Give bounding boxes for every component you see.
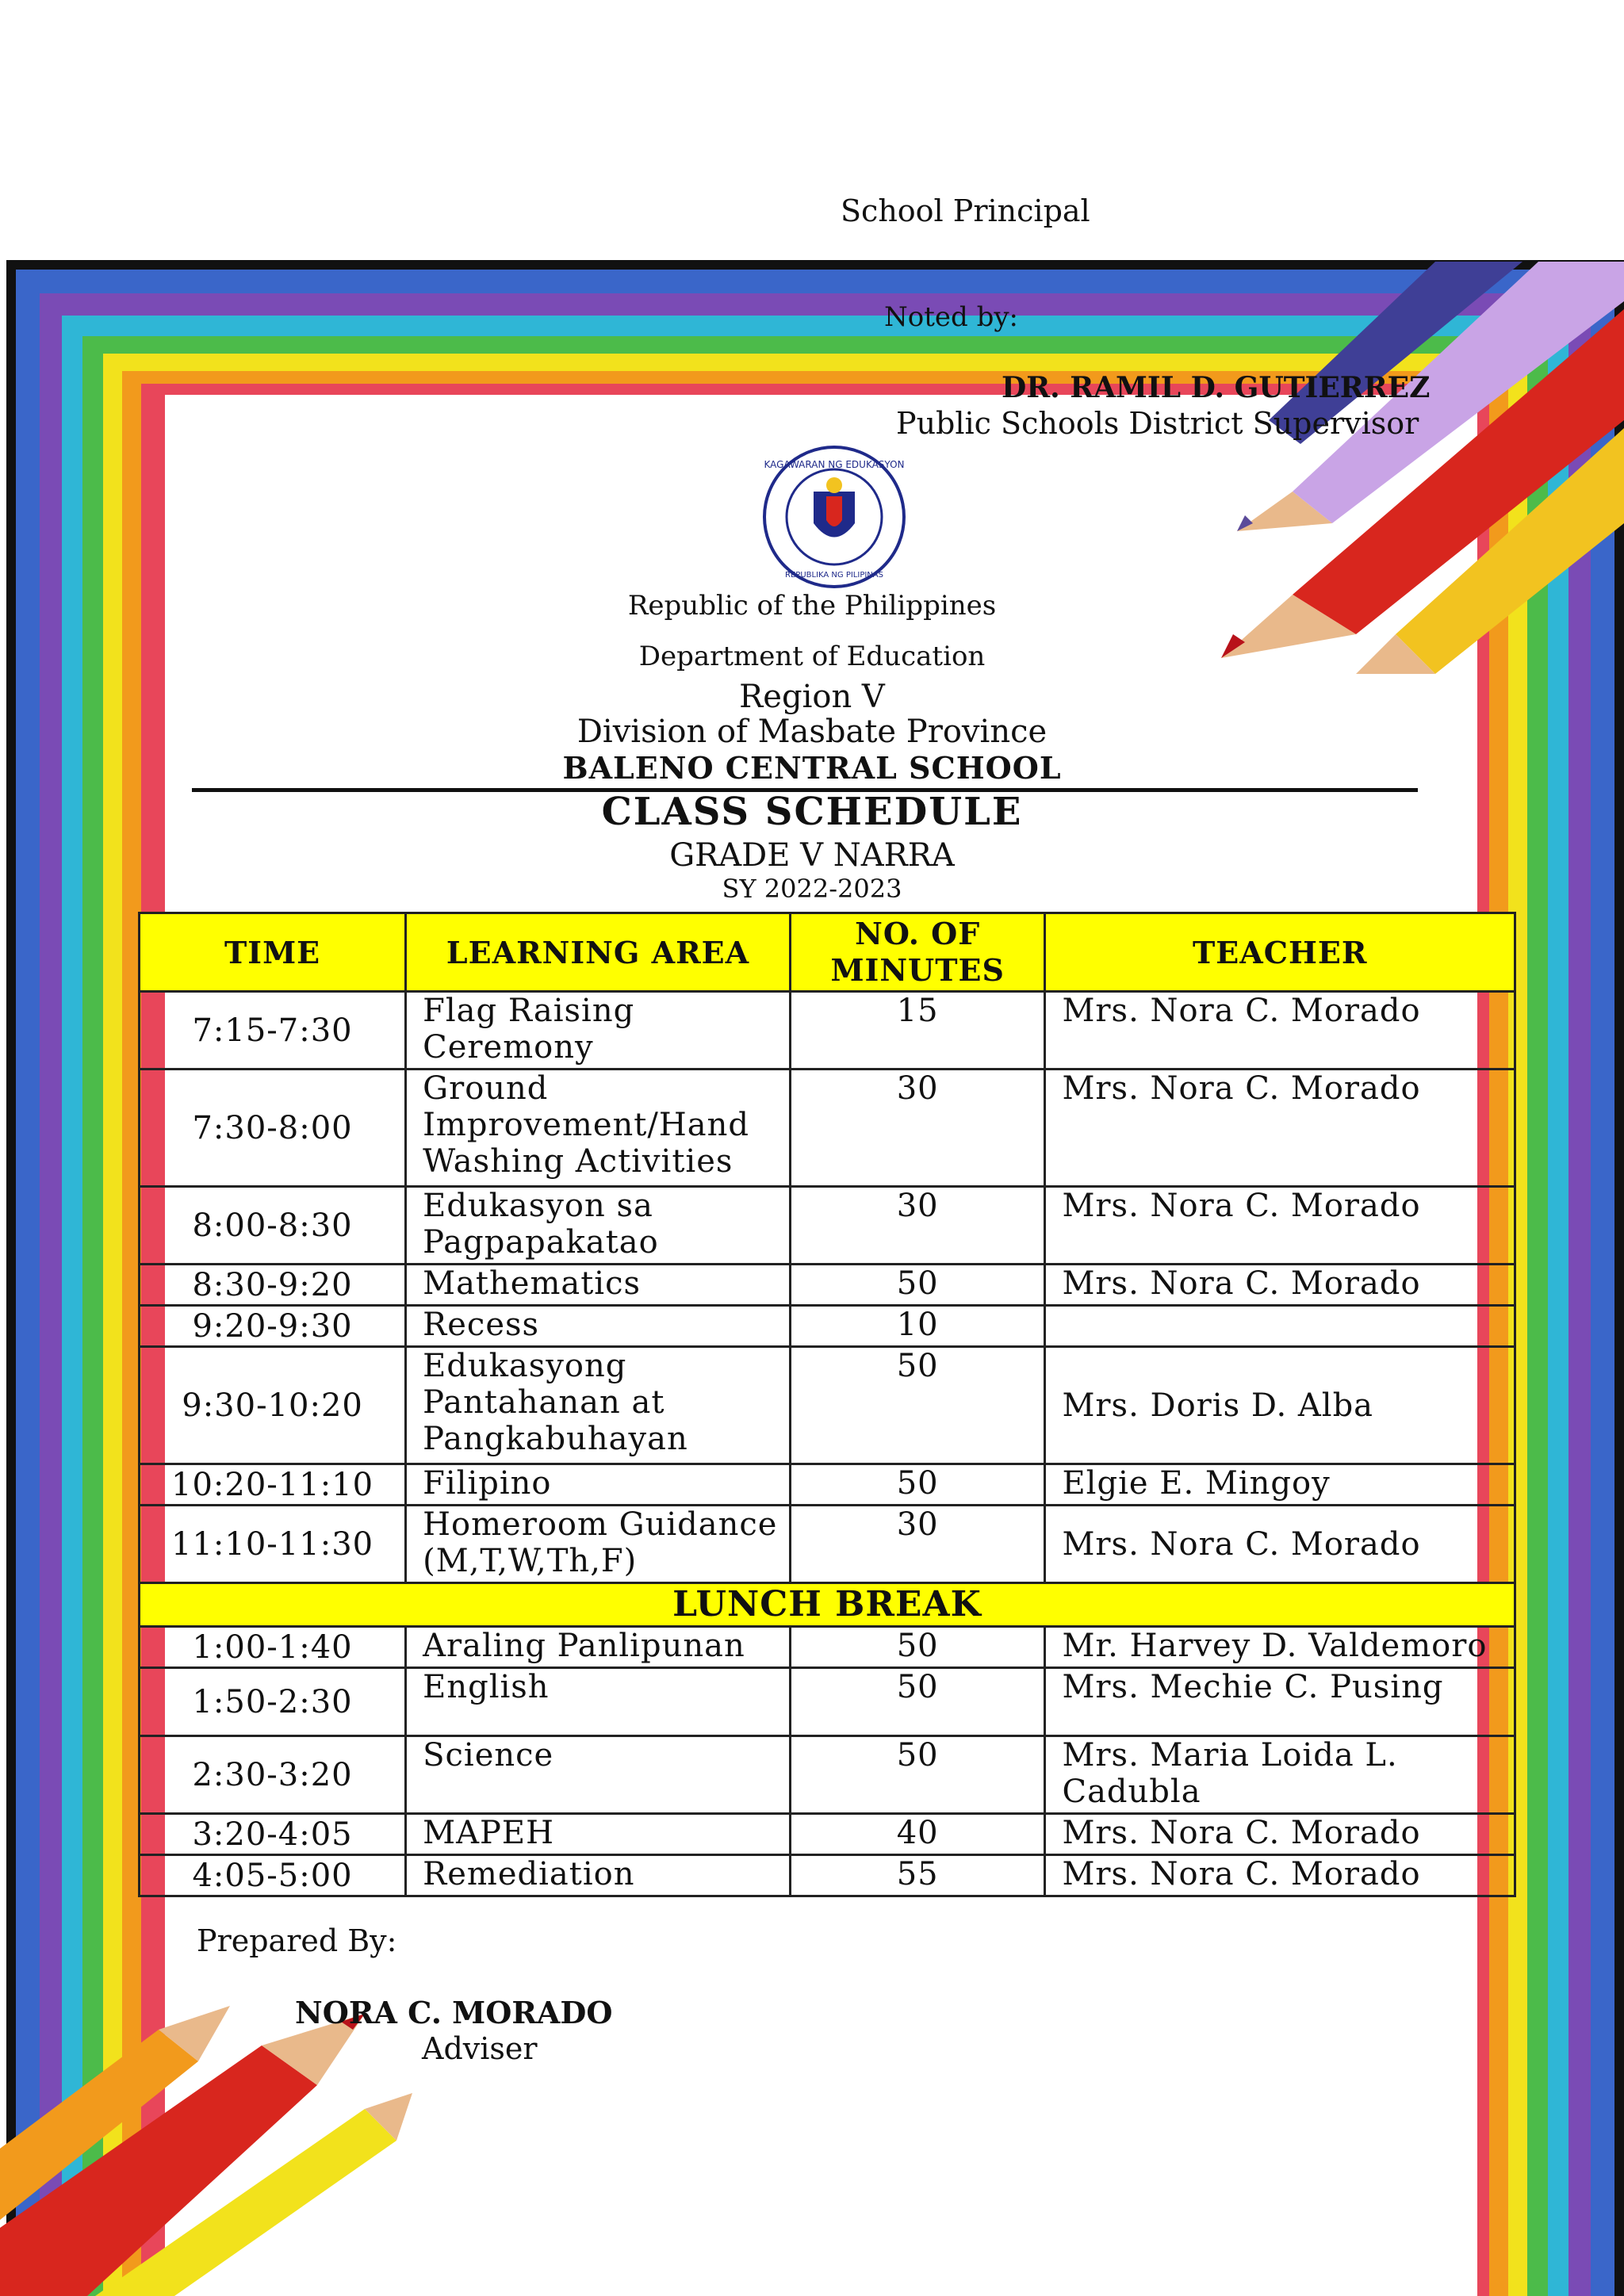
cell-learning-area bbox=[406, 1814, 791, 1855]
cell-teacher bbox=[1045, 1265, 1515, 1306]
learning-area-line: MAPEH bbox=[423, 1815, 554, 1851]
cell-minutes: 50 bbox=[790, 1736, 1045, 1814]
table-row bbox=[140, 1464, 1515, 1506]
letterhead-region: Region V bbox=[739, 679, 885, 715]
cell-minutes: 30 bbox=[790, 1506, 1045, 1583]
pencils-top-right-illustration bbox=[1094, 262, 1624, 674]
cell-time: 4:05-5:00 bbox=[140, 1855, 406, 1896]
preparer-name: NORA C. MORADO bbox=[295, 1995, 613, 2030]
cell-teacher bbox=[1045, 1347, 1515, 1464]
noted-by-label: Noted by: bbox=[884, 301, 1019, 333]
learning-area-line: Recess bbox=[423, 1307, 540, 1343]
cell-learning-area bbox=[406, 1265, 791, 1306]
table-row bbox=[140, 1265, 1515, 1306]
table-row bbox=[140, 1347, 1515, 1464]
school-year: SY 2022-2023 bbox=[722, 874, 902, 904]
teacher-line: Mrs. Nora C. Morado bbox=[1062, 1815, 1421, 1851]
learning-area-line: Ceremony bbox=[423, 1029, 594, 1066]
table-row bbox=[140, 1306, 1515, 1347]
cell-learning-area bbox=[406, 1464, 791, 1506]
teacher-line: Mrs. Maria Loida L. bbox=[1062, 1737, 1398, 1774]
cell-teacher bbox=[1045, 992, 1515, 1070]
cell-learning-area bbox=[406, 1306, 791, 1347]
cell-learning-area bbox=[406, 1668, 791, 1736]
cell-learning-area bbox=[406, 992, 791, 1070]
teacher-line: Mrs. Nora C. Morado bbox=[1062, 1856, 1421, 1892]
cell-time: 2:30-3:20 bbox=[140, 1736, 406, 1814]
letterhead-republic: Republic of the Philippines bbox=[627, 590, 997, 622]
cell-minutes: 30 bbox=[790, 1187, 1045, 1265]
learning-area-line: Flag Raising bbox=[423, 993, 635, 1029]
teacher-line: Mrs. Nora C. Morado bbox=[1062, 1070, 1421, 1107]
table-row bbox=[140, 1627, 1515, 1668]
cell-minutes: 50 bbox=[790, 1668, 1045, 1736]
cell-minutes: 50 bbox=[790, 1627, 1045, 1668]
cell-minutes: 50 bbox=[790, 1464, 1045, 1506]
teacher-line: Mrs. Nora C. Morado bbox=[1062, 1188, 1421, 1224]
cell-teacher bbox=[1045, 1668, 1515, 1736]
cell-teacher bbox=[1045, 1627, 1515, 1668]
learning-area-line: Edukasyong bbox=[423, 1348, 627, 1384]
table-row bbox=[140, 1506, 1515, 1583]
learning-area-line: Homeroom Guidance bbox=[423, 1506, 778, 1543]
learning-area-line: Improvement/Hand bbox=[423, 1107, 749, 1143]
cell-time: 11:10-11:30 bbox=[140, 1506, 406, 1583]
learning-area-line: Ground bbox=[423, 1070, 549, 1107]
cell-teacher bbox=[1045, 1306, 1515, 1347]
schedule-title: CLASS SCHEDULE bbox=[601, 790, 1023, 834]
cell-time: 9:30-10:20 bbox=[140, 1347, 406, 1464]
cell-learning-area bbox=[406, 1855, 791, 1896]
table-row bbox=[140, 1187, 1515, 1265]
cell-time: 7:30-8:00 bbox=[140, 1070, 406, 1187]
preparer-role: Adviser bbox=[422, 2031, 538, 2066]
table-row bbox=[140, 1070, 1515, 1187]
cell-teacher bbox=[1045, 1736, 1515, 1814]
cell-time: 7:15-7:30 bbox=[140, 992, 406, 1070]
principal-role: School Principal bbox=[841, 193, 1090, 228]
table-row bbox=[140, 992, 1515, 1070]
cell-teacher bbox=[1045, 1506, 1515, 1583]
cell-time: 9:20-9:30 bbox=[140, 1306, 406, 1347]
header-time: TIME bbox=[140, 913, 406, 992]
cell-time: 10:20-11:10 bbox=[140, 1464, 406, 1506]
learning-area-line: Mathematics bbox=[423, 1265, 642, 1302]
prepared-by-label: Prepared By: bbox=[197, 1923, 397, 1958]
learning-area-line: Washing Activities bbox=[423, 1143, 733, 1180]
header-learning-area: LEARNING AREA bbox=[406, 913, 791, 992]
cell-minutes: 40 bbox=[790, 1814, 1045, 1855]
cell-learning-area bbox=[406, 1187, 791, 1265]
svg-text:KAGAWARAN NG EDUKASYON: KAGAWARAN NG EDUKASYON bbox=[764, 459, 905, 470]
cell-minutes: 50 bbox=[790, 1347, 1045, 1464]
letterhead-department: Department of Education bbox=[638, 641, 986, 672]
cell-teacher bbox=[1045, 1464, 1515, 1506]
cell-learning-area bbox=[406, 1070, 791, 1187]
table-header-row bbox=[140, 913, 1515, 992]
cell-time: 8:30-9:20 bbox=[140, 1265, 406, 1306]
cell-minutes: 10 bbox=[790, 1306, 1045, 1347]
pencils-bottom-left-illustration bbox=[0, 1998, 412, 2296]
learning-area-line: Science bbox=[423, 1737, 554, 1774]
lunch-break-label: LUNCH BREAK bbox=[140, 1583, 1515, 1627]
teacher-line: Cadubla bbox=[1062, 1774, 1201, 1810]
learning-area-line: Pangkabuhayan bbox=[423, 1421, 688, 1457]
cell-teacher bbox=[1045, 1855, 1515, 1896]
table-row bbox=[140, 1855, 1515, 1896]
teacher-line: Mrs. Doris D. Alba bbox=[1062, 1387, 1374, 1424]
grade-section: GRADE V NARRA bbox=[669, 837, 955, 874]
deped-seal-icon bbox=[761, 444, 907, 590]
cell-teacher bbox=[1045, 1070, 1515, 1187]
teacher-line: Mrs. Nora C. Morado bbox=[1062, 1525, 1421, 1563]
letterhead-division: Division of Masbate Province bbox=[576, 714, 1048, 750]
cell-learning-area bbox=[406, 1627, 791, 1668]
cell-teacher bbox=[1045, 1814, 1515, 1855]
cell-learning-area bbox=[406, 1347, 791, 1464]
teacher-line: Mrs. Nora C. Morado bbox=[1062, 993, 1421, 1029]
supervisor-title: Public Schools District Supervisor bbox=[896, 406, 1419, 441]
learning-area-line: Remediation bbox=[423, 1856, 635, 1892]
svg-text:REPUBLIKA NG PILIPINAS: REPUBLIKA NG PILIPINAS bbox=[785, 571, 883, 580]
learning-area-line: (M,T,W,Th,F) bbox=[423, 1543, 638, 1579]
cell-learning-area bbox=[406, 1736, 791, 1814]
cell-minutes: 55 bbox=[790, 1855, 1045, 1896]
table-row bbox=[140, 1668, 1515, 1736]
cell-minutes: 15 bbox=[790, 992, 1045, 1070]
cell-minutes: 30 bbox=[790, 1070, 1045, 1187]
cell-time: 1:00-1:40 bbox=[140, 1627, 406, 1668]
cell-time: 8:00-8:30 bbox=[140, 1187, 406, 1265]
table-row bbox=[140, 1736, 1515, 1814]
school-name: BALENO CENTRAL SCHOOL bbox=[562, 750, 1062, 786]
teacher-line: Elgie E. Mingoy bbox=[1062, 1465, 1331, 1502]
learning-area-line: Araling Panlipunan bbox=[423, 1628, 745, 1664]
cell-time: 3:20-4:05 bbox=[140, 1814, 406, 1855]
teacher-line: Mrs. Nora C. Morado bbox=[1062, 1265, 1421, 1302]
header-minutes: NO. OF MINUTES bbox=[790, 913, 1045, 992]
cell-time: 1:50-2:30 bbox=[140, 1668, 406, 1736]
supervisor-name: DR. RAMIL D. GUTIERREZ bbox=[1002, 371, 1431, 404]
learning-area-line: English bbox=[423, 1669, 550, 1705]
class-schedule-table bbox=[138, 912, 1516, 1897]
learning-area-line: Pantahanan at bbox=[423, 1384, 665, 1421]
cell-learning-area bbox=[406, 1506, 791, 1583]
learning-area-line: Filipino bbox=[423, 1465, 552, 1502]
lunch-break-row bbox=[140, 1583, 1515, 1627]
cell-minutes: 50 bbox=[790, 1265, 1045, 1306]
learning-area-line: Pagpapakatao bbox=[423, 1224, 659, 1261]
table-row bbox=[140, 1814, 1515, 1855]
teacher-line: Mr. Harvey D. Valdemoro bbox=[1062, 1628, 1488, 1664]
cell-teacher bbox=[1045, 1187, 1515, 1265]
teacher-line: Mrs. Mechie C. Pusing bbox=[1062, 1669, 1444, 1705]
header-teacher: TEACHER bbox=[1045, 913, 1515, 992]
learning-area-line: Edukasyon sa bbox=[423, 1188, 653, 1224]
